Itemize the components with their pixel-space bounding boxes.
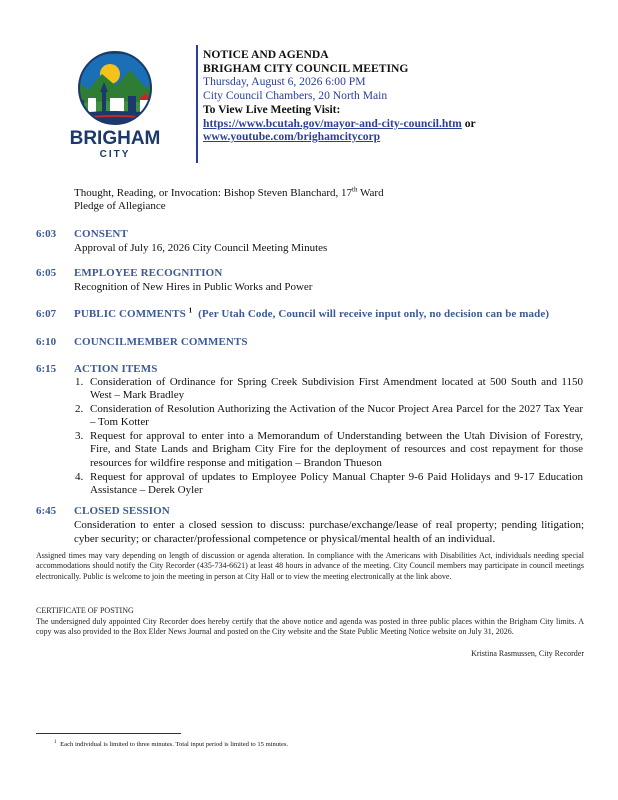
- certificate-heading: CERTIFICATE OF POSTING: [36, 606, 134, 615]
- action-item: [75, 376, 583, 403]
- invocation-sup: th: [352, 185, 358, 194]
- council-heading: COUNCILMEMBER COMMENTS: [74, 336, 248, 348]
- logo-emblem-icon: [58, 48, 172, 160]
- council-time: 6:10: [36, 336, 57, 348]
- footnote: [54, 741, 288, 748]
- brigham-city-logo: [58, 48, 172, 160]
- logo-text-brigham: BRIGHAM: [69, 128, 161, 149]
- live-view-label: To View Live Meeting Visit:: [203, 102, 341, 116]
- invocation-ward: Ward: [357, 187, 384, 199]
- action-item: [75, 430, 583, 470]
- action-item: [75, 403, 583, 430]
- certificate-body: The undersigned duly appointed City Recorder does hereby certify that the above notice and agenda was posted in three public places within the Brigham City limits. A copy was also provided to the Box Elder News Journal and posted on the City website and the State Public Meeting Notice website on July 31, 2026.: [36, 617, 584, 637]
- public-note: (Per Utah Code, Council will receive input only, no decision can be made): [198, 308, 550, 320]
- closed-heading: CLOSED SESSION: [74, 505, 170, 517]
- recorder-signature: Kristina Rasmussen, City Recorder: [471, 649, 584, 658]
- header-divider: [196, 45, 198, 163]
- action-item-text: Consideration of Ordinance for Spring Creek Subdivision First Amendment located at 500 South and 1150 West – Mark Bradley: [90, 376, 583, 402]
- public-heading: [74, 308, 549, 320]
- closed-time: 6:45: [36, 505, 57, 517]
- public-title: PUBLIC COMMENTS: [74, 308, 186, 320]
- logo-text-city: CITY: [99, 149, 131, 160]
- pledge-line: Pledge of Allegiance: [74, 200, 166, 212]
- footnote-mark: 1: [54, 739, 57, 745]
- action-item-text: Request for approval to enter into a Memorandum of Understanding between the Utah Division of Forestry, Fire, and State Lands and Brigham City Fire for the deployment of resources and cost repayment for those resources for wildfire response and mitigation – Brandon Thueson: [90, 430, 583, 469]
- meeting-location: City Council Chambers, 20 North Main: [203, 89, 388, 103]
- recognition-body: Recognition of New Hires in Public Works and Power: [74, 281, 313, 293]
- action-item-text: Request for approval of updates to Employee Policy Manual Chapter 9-6 Paid Holidays and 9-17 Education Assistance – Derek Oyler: [90, 471, 583, 497]
- action-time: 6:15: [36, 363, 57, 375]
- action-item-number: 2.: [75, 403, 84, 415]
- meeting-datetime: Thursday, August 6, 2026 6:00 PM: [203, 75, 366, 89]
- action-item-text: Consideration of Resolution Authorizing the Activation of the Nucor Project Area Parcel for the 2027 Tax Year – Tom Kotter: [90, 403, 583, 429]
- closed-body: Consideration to enter a closed session to discuss: purchase/exchange/lease of real property; pending litigation; cyber security; or character/professional competence or physical/mental health of an individual.: [74, 519, 584, 545]
- public-footnote-mark: 1: [188, 306, 193, 315]
- invocation-line: [74, 187, 384, 201]
- city-council-link[interactable]: https://www.bcutah.gov/mayor-and-city-council.htm: [203, 116, 462, 130]
- consent-body: Approval of July 16, 2026 City Council Meeting Minutes: [74, 242, 328, 254]
- footnote-rule: [36, 733, 181, 734]
- youtube-link[interactable]: www.youtube.com/brighamcitycorp: [203, 130, 381, 144]
- invocation-text: Thought, Reading, or Invocation: Bishop Steven Blanchard, 17: [74, 187, 353, 199]
- recognition-heading: EMPLOYEE RECOGNITION: [74, 267, 223, 279]
- footnote-text: Each individual is limited to three minutes. Total input period is limited to 15 minutes.: [60, 741, 289, 748]
- public-time: 6:07: [36, 308, 57, 320]
- consent-time: 6:03: [36, 228, 57, 240]
- action-item-number: 1.: [75, 376, 84, 388]
- recognition-time: 6:05: [36, 267, 57, 279]
- action-heading: ACTION ITEMS: [74, 363, 158, 375]
- action-item-number: 4.: [75, 471, 84, 483]
- meeting-title: BRIGHAM CITY COUNCIL MEETING: [203, 61, 409, 75]
- or-text: or: [464, 116, 476, 130]
- ada-notice: Assigned times may vary depending on length of discussion or agenda alteration. In compliance with the Americans with Disabilities Act, individuals needing special accommodations should notify the City Recorder (435-734-6621) at least 48 hours in advance of the meeting. City Council members may participate in council meetings electronically. Public is welcome to join the meeting in person at City Hall or to view the meeting electronically at the link above.: [36, 551, 584, 581]
- notice-title: NOTICE AND AGENDA: [203, 48, 329, 61]
- action-item: [75, 471, 583, 498]
- agenda-header: [203, 48, 603, 144]
- consent-heading: CONSENT: [74, 228, 128, 240]
- action-item-number: 3.: [75, 430, 84, 442]
